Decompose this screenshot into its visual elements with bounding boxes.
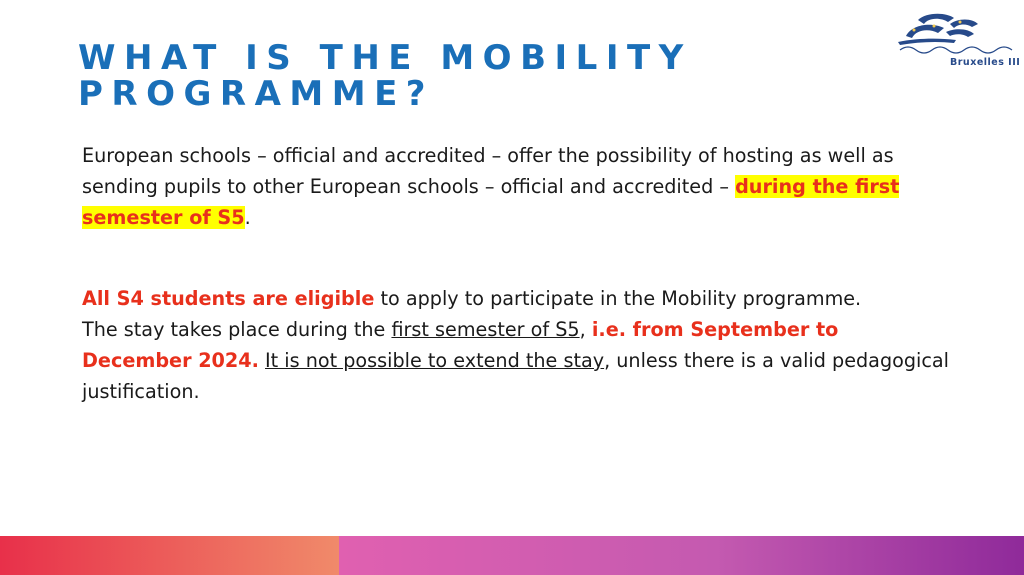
intro-paragraph <box>82 140 952 233</box>
footer-band-right <box>339 536 1024 575</box>
page-title <box>78 40 878 112</box>
eligibility-paragraph <box>82 283 952 407</box>
justification-text: , unless there is a valid pedagogical justification. <box>82 349 950 403</box>
no-extension-underlined: It is not possible to extend the stay <box>265 349 605 372</box>
first-semester-underlined: first semester of S5 <box>391 318 580 341</box>
first-semester-highlight: during the first semester of S5 <box>82 175 900 229</box>
page-title-line-2: PROGRAMME? <box>78 74 435 114</box>
dates-emphasis: i.e. from September to December 2024. <box>82 318 839 372</box>
intro-period: . <box>244 206 251 229</box>
logo-caption: Bruxelles III <box>950 57 1021 68</box>
intro-text: European schools – official and accredited – offer the possibility of hosting as well as sending pupils to other European schools – official and accredited – <box>82 144 894 198</box>
comma-separator: , <box>579 318 592 341</box>
stay-text: The stay takes place during the <box>82 318 392 341</box>
footer-band <box>0 536 1024 575</box>
footer-band-left <box>0 536 339 575</box>
eligibility-text: to apply to participate in the Mobility programme. <box>374 287 862 310</box>
eligible-emphasis: All S4 students are eligible <box>82 287 375 310</box>
page-title-line-1: WHAT IS THE MOBILITY <box>78 38 692 78</box>
